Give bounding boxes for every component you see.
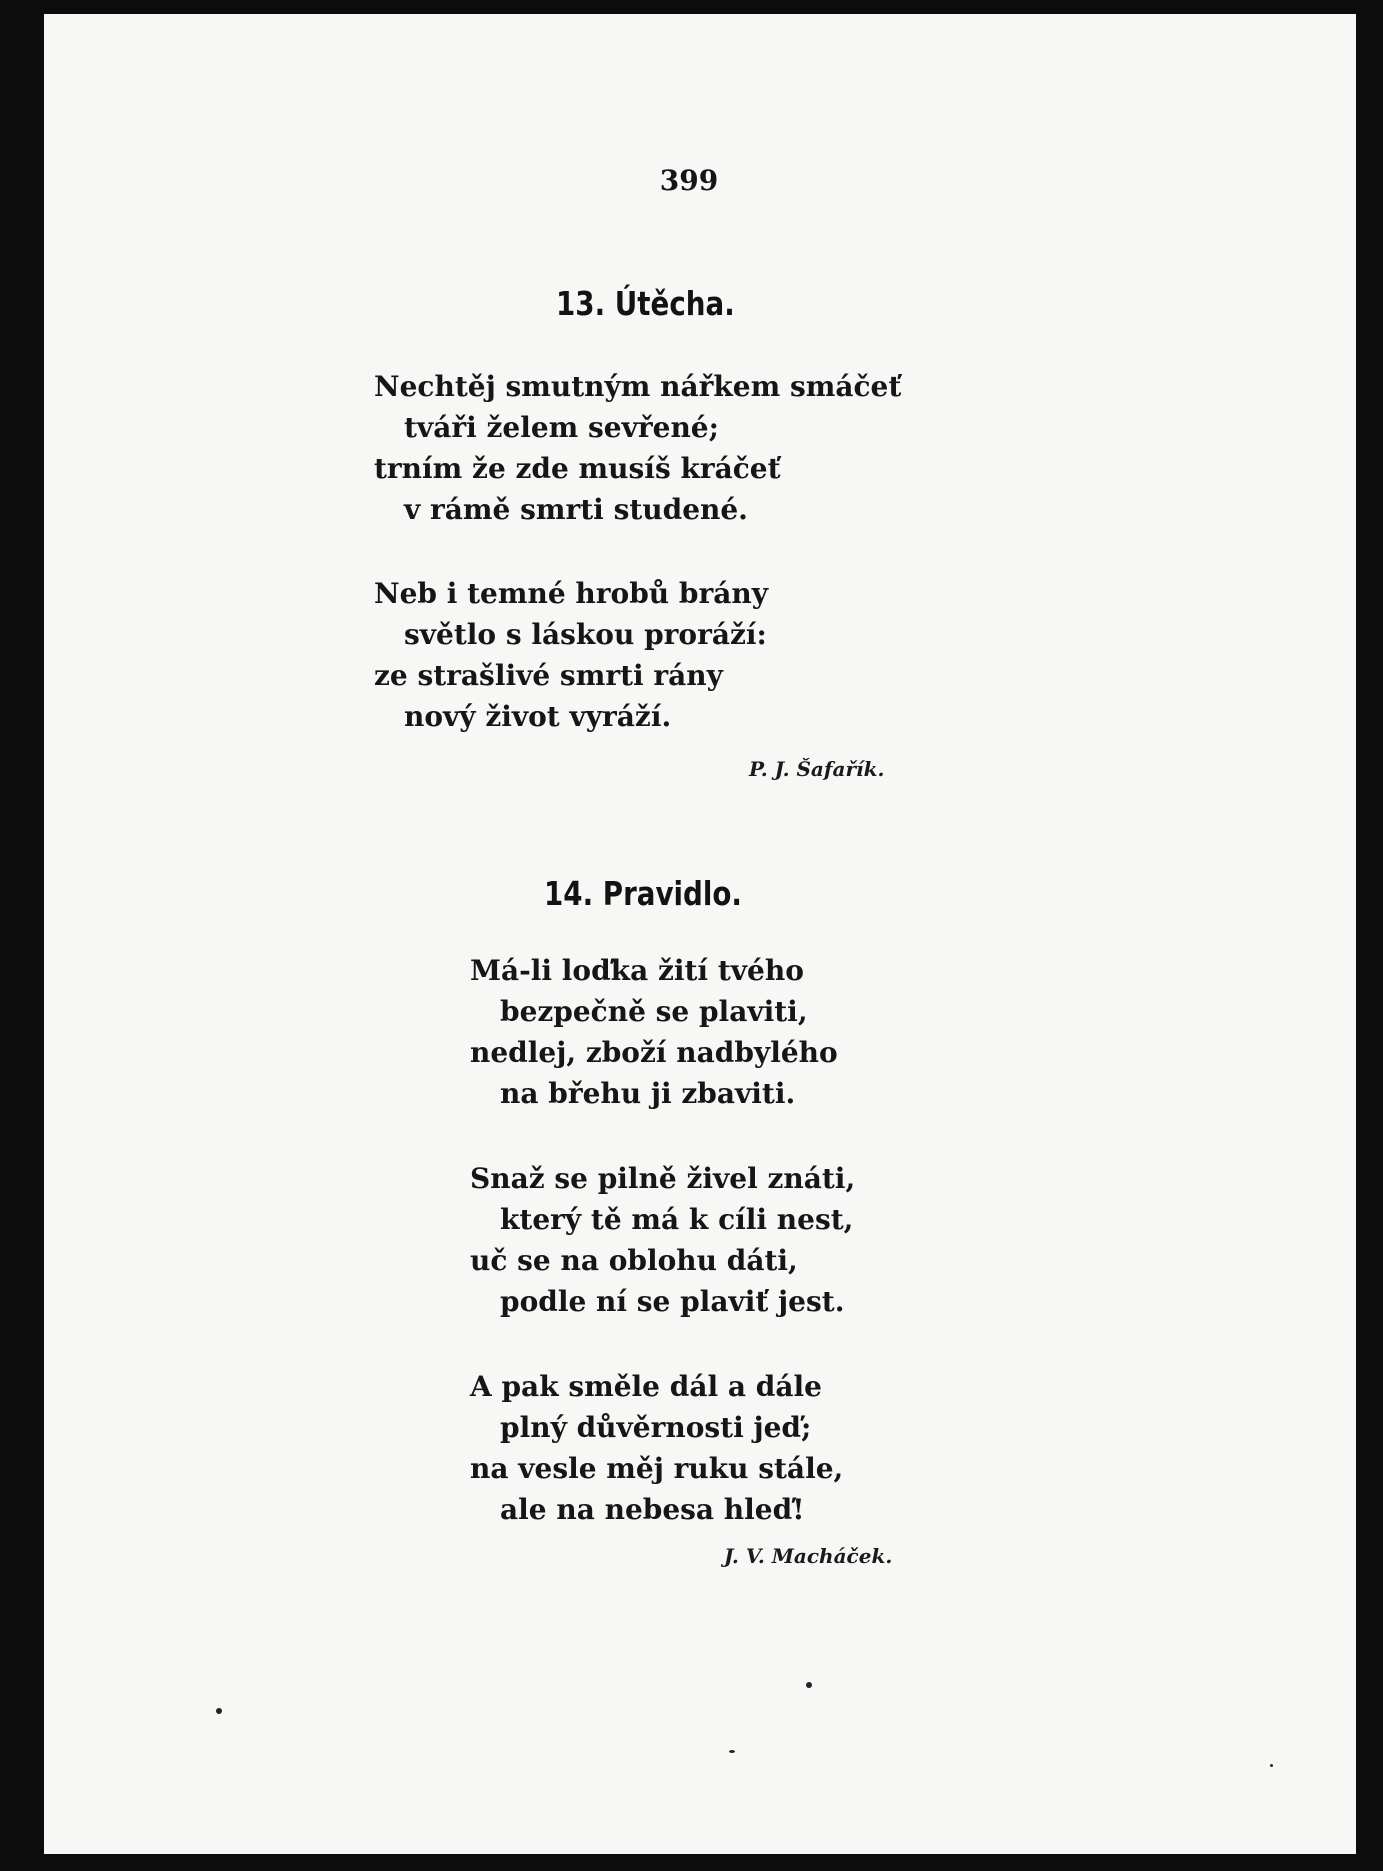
scan-speck: [806, 1682, 812, 1688]
poem-line: uč se na oblohu dáti,: [470, 1244, 798, 1277]
poem-line: Nechtěj smutným nářkem smáčeť: [374, 370, 902, 403]
poem-line: v rámě smrti studené.: [404, 493, 748, 526]
poem-line: Neb i temné hrobů brány: [374, 577, 768, 610]
poem-line: bezpečně se plaviti,: [500, 995, 808, 1028]
poem-line: nový život vyráží.: [404, 700, 672, 733]
poem-line: A pak směle dál a dále: [470, 1370, 822, 1403]
poem-title: 13. Útěcha.: [556, 284, 735, 323]
poem-line: plný důvěrnosti jeď;: [500, 1411, 812, 1444]
poem-line: světlo s láskou proráží:: [404, 618, 767, 651]
poem-line: tváři želem sevřené;: [404, 411, 719, 444]
poem-line: Má-li loďka žití tvého: [470, 954, 804, 987]
poem-author: P. J. Šafařík.: [749, 757, 885, 781]
poem-line: který tě má k cíli nest,: [500, 1203, 854, 1236]
poem-line: na vesle měj ruku stále,: [470, 1452, 844, 1485]
book-page: [44, 14, 1356, 1854]
scan-speck: [216, 1708, 222, 1714]
poem-line: Snaž se pilně živel znáti,: [470, 1162, 856, 1195]
scan-speck: [1270, 1764, 1273, 1767]
scan-speck: [729, 1750, 735, 1753]
poem-title: 14. Pravidlo.: [544, 874, 742, 913]
poem-line: nedlej, zboží nadbylého: [470, 1036, 838, 1069]
poem-line: trním že zde musíš kráčeť: [374, 452, 781, 485]
page-number: 399: [659, 164, 719, 197]
poem-line: ze strašlivé smrti rány: [374, 659, 723, 692]
poem-line: na břehu ji zbaviti.: [500, 1077, 796, 1110]
poem-line: ale na nebesa hleď!: [500, 1493, 805, 1526]
poem-author: J. V. Macháček.: [724, 1544, 893, 1568]
poem-line: podle ní se plaviť jest.: [500, 1285, 845, 1318]
